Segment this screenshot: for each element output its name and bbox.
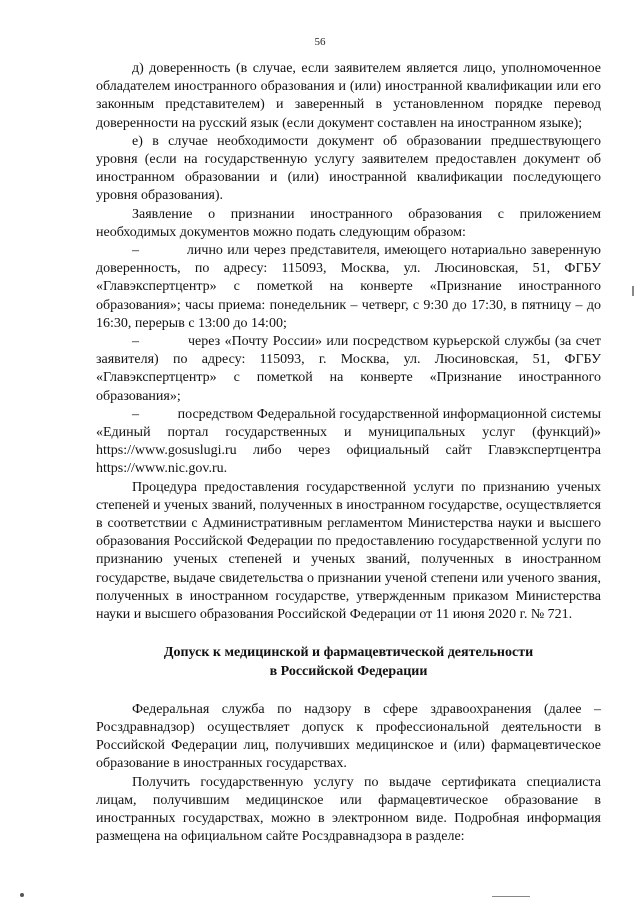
paragraph-roszdravnadzor: Федеральная служба по надзору в сфере здравоохранения (далее – Росздравнадзор) осуществляет допуск к профессиональной деятельности в Российской Федерации лиц, получивших медицинское и (или) фармацевтическое образование в иностранных государствах.: [96, 701, 601, 772]
paragraph-power-of-attorney: д) доверенность (в случае, если заявителем является лицо, уполномоченное обладателем иностранного образования и (или) иностранной квалификации или его законным представителем) и заверенный в установленном порядке перевод доверенности на русский язык (если документ составлен на иностранном языке);: [96, 61, 601, 131]
section-heading-line1: Допуск к медицинской и фармацевтической деятельности: [163, 645, 534, 661]
scan-bottom-rule: [492, 896, 530, 897]
list-item-by-post: – через «Почту России» или посредством курьерской службы (за счет заявителя) по адресу: 115093, г. Москва, ул. Люсиновская, 51, ФГБУ «Главэкспертцентр» с пометкой на конверте «Признание иностранного образования»;: [96, 334, 601, 404]
spacer: [96, 681, 601, 701]
list-item-in-person: – лично или через представителя, имеющего нотариально заверенную доверенность, по адресу: 115093, Москва, ул. Люсиновская, 51, ФГБУ «Главэкспертцентр» с пометкой на конверте «Признание иностранного образования»; часы приема: понедельник – четверг, с 9:30 до 17:30, в пятницу – до 16:30, перерыв с 13:00 до 14:00;: [96, 243, 601, 331]
paragraph-degree-recognition: Процедура предоставления государственной услуги по признанию ученых степеней и ученых званий, полученных в иностранном государстве, осуществляется в соответствии с Административным регламентом Министерства науки и высшего образования Российской Федерации по предоставлению государственной услуги по признанию ученых степеней и ученых званий, полученных в иностранном государстве, выдаче свидетельства о признании ученой степени или ученого звания, полученных в иностранном государстве, утвержденным приказом Министерства науки и высшего образования Российской Федерации от 11 июня 2020 г. № 721.: [96, 479, 601, 623]
paragraph-submission-intro: Заявление о признании иностранного образования с приложением необходимых документов можно подать следующим образом:: [96, 206, 601, 240]
page-number: 56: [314, 36, 326, 48]
section-heading-line2: в Российской Федерации: [269, 663, 428, 679]
document-body: [96, 60, 601, 846]
scan-margin-mark: [632, 286, 634, 296]
spacer: [96, 624, 601, 644]
scan-corner-dot: [20, 893, 24, 897]
list-item-online-portal: – посредством Федеральной государственной информационной системы «Единый портал государственных и муниципальных услуг (функций)» https://www.gosuslugi.ru либо через официальный сайт Главэкспертцентра https://www.nic.gov.ru.: [96, 406, 601, 477]
paragraph-certificate-service: Получить государственную услугу по выдаче сертификата специалиста лицам, получившим медицинское или фармацевтическое образование в иностранных государствах, можно в электронном виде. Подробная информация размещена на официальном сайте Росздравнадзора в разделе:: [96, 774, 601, 845]
paragraph-previous-education: е) в случае необходимости документ об образовании предшествующего уровня (если на государственную услугу заявителем предоставлен документ об иностранном образовании и (или) иностранной квалификации последующего уровня образования).: [96, 133, 601, 204]
